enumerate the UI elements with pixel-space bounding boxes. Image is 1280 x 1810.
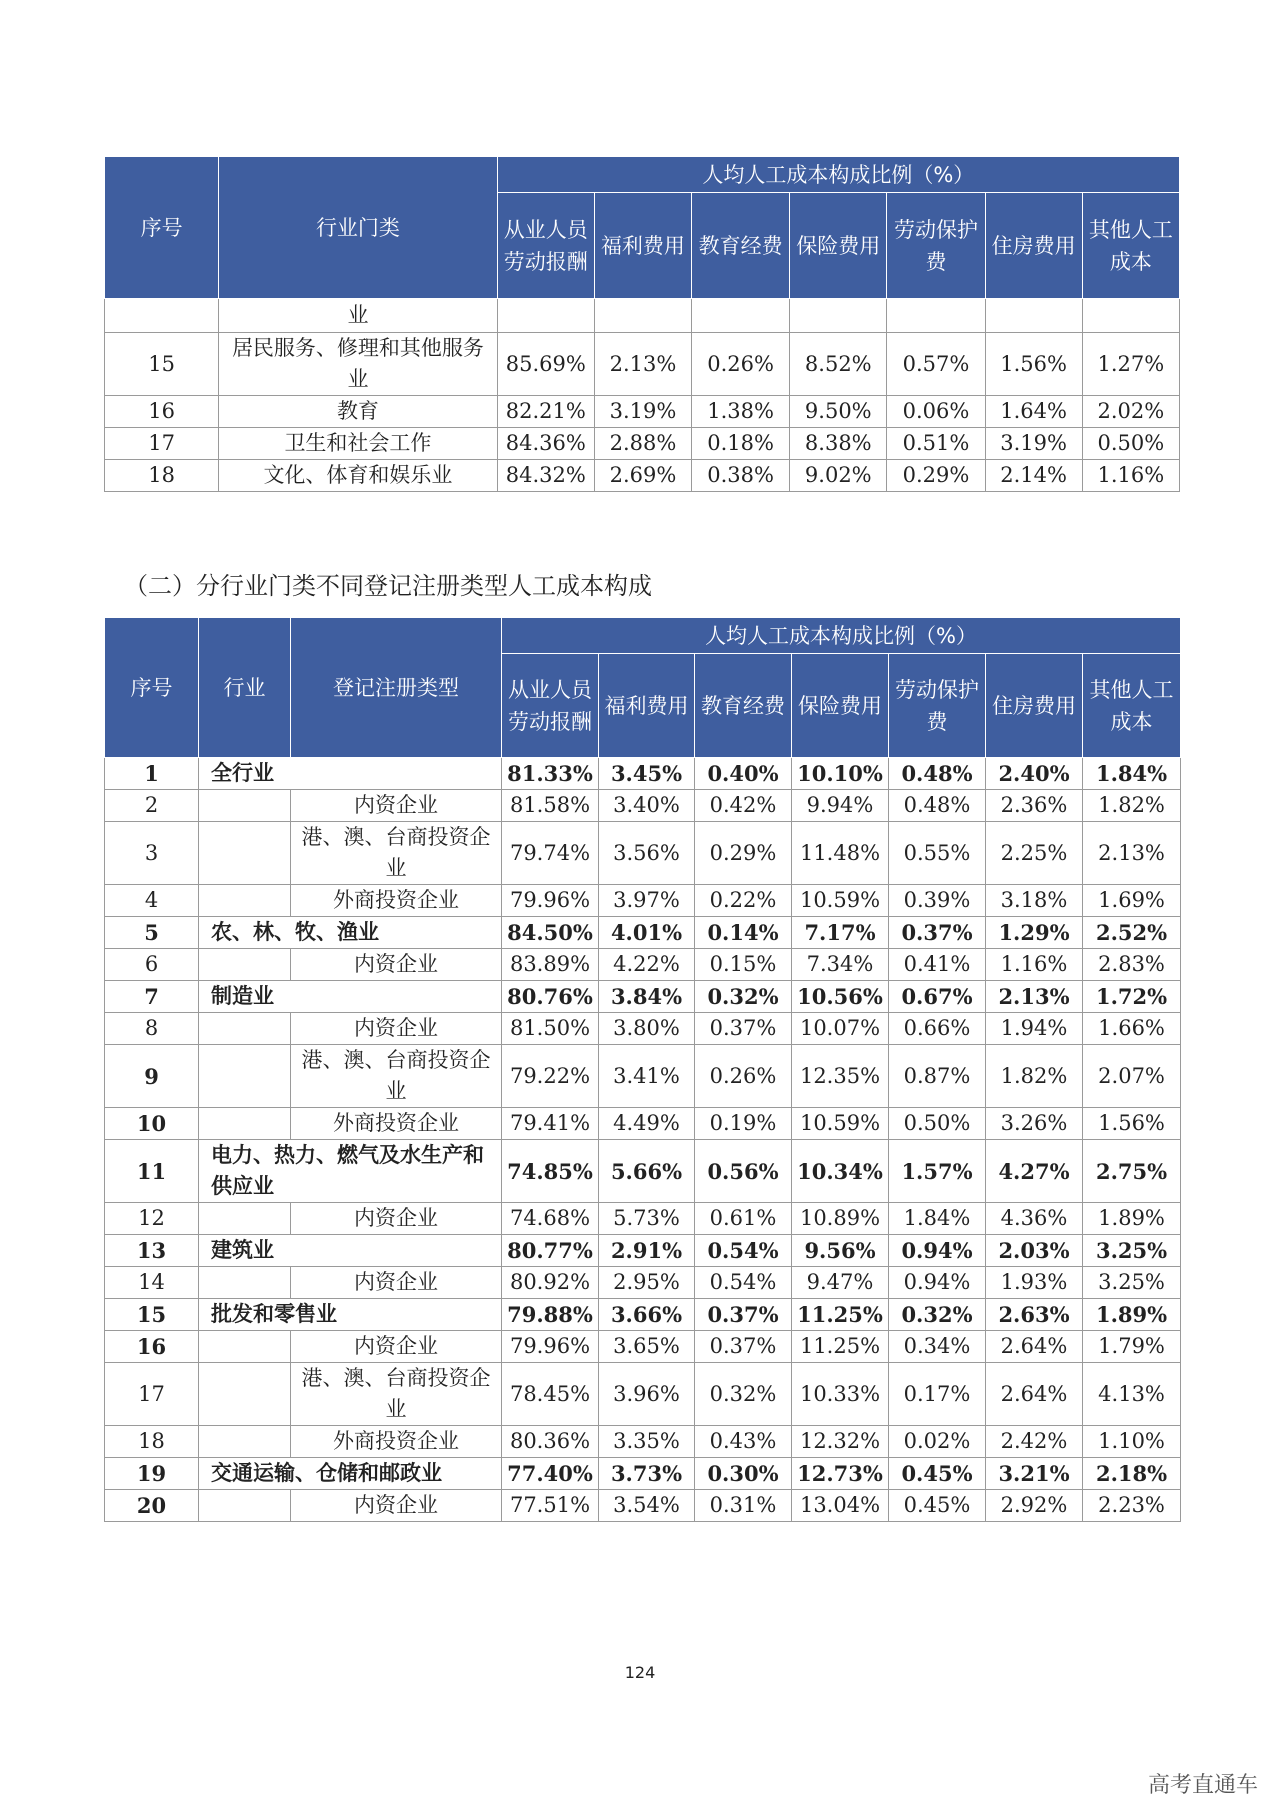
value-cell: 2.07% xyxy=(1083,1045,1181,1108)
value-cell: 4.01% xyxy=(599,917,695,949)
seq-cell: 15 xyxy=(105,333,219,396)
value-cell: 0.32% xyxy=(889,1299,986,1331)
value-cell: 77.40% xyxy=(502,1458,599,1490)
value-cell: 12.32% xyxy=(792,1426,889,1458)
value-cell: 3.35% xyxy=(599,1426,695,1458)
value-cell: 0.18% xyxy=(692,428,790,460)
seq-cell: 15 xyxy=(105,1299,199,1331)
value-cell: 0.54% xyxy=(695,1235,792,1267)
value-cell: 82.21% xyxy=(497,396,594,428)
value-cell: 1.57% xyxy=(889,1140,986,1203)
page-number: 124 xyxy=(624,1663,656,1682)
header-col: 福利费用 xyxy=(599,654,695,758)
header-reg-type: 登记注册类型 xyxy=(291,618,502,758)
table-row xyxy=(105,333,1180,396)
value-cell: 10.10% xyxy=(792,758,889,790)
seq-cell: 2 xyxy=(105,790,199,822)
seq-cell: 17 xyxy=(105,428,219,460)
industry-cell: 农、林、牧、渔业 xyxy=(199,917,502,949)
header-industry: 行业 xyxy=(199,618,291,758)
seq-cell: 5 xyxy=(105,917,199,949)
value-cell: 2.13% xyxy=(986,981,1083,1013)
seq-cell: 4 xyxy=(105,885,199,917)
table-row xyxy=(105,1267,1181,1299)
value-cell: 10.56% xyxy=(792,981,889,1013)
reg-type-cell: 内资企业 xyxy=(291,1331,502,1363)
value-cell: 2.95% xyxy=(599,1267,695,1299)
value-cell: 3.19% xyxy=(985,428,1082,460)
value-cell: 0.37% xyxy=(695,1013,792,1045)
seq-cell: 3 xyxy=(105,822,199,885)
value-cell: 80.36% xyxy=(502,1426,599,1458)
reg-type-cell: 内资企业 xyxy=(291,1203,502,1235)
value-cell xyxy=(692,299,790,333)
industry-cell xyxy=(199,949,291,981)
table-row xyxy=(105,885,1181,917)
industry-cell xyxy=(199,1363,291,1426)
value-cell: 0.37% xyxy=(889,917,986,949)
header-col: 住房费用 xyxy=(985,193,1082,299)
value-cell: 0.57% xyxy=(887,333,985,396)
table-row xyxy=(105,428,1180,460)
industry-cell xyxy=(199,885,291,917)
seq-cell: 12 xyxy=(105,1203,199,1235)
value-cell: 78.45% xyxy=(502,1363,599,1426)
seq-cell: 17 xyxy=(105,1363,199,1426)
header-seq: 序号 xyxy=(105,157,219,299)
value-cell: 2.18% xyxy=(1083,1458,1181,1490)
industry-cell xyxy=(199,1045,291,1108)
value-cell: 1.16% xyxy=(986,949,1083,981)
value-cell: 0.50% xyxy=(889,1108,986,1140)
value-cell xyxy=(887,299,985,333)
table-row xyxy=(105,917,1181,949)
value-cell: 2.36% xyxy=(986,790,1083,822)
value-cell: 0.31% xyxy=(695,1490,792,1522)
value-cell: 2.75% xyxy=(1083,1140,1181,1203)
table-row xyxy=(105,758,1181,790)
value-cell: 3.25% xyxy=(1083,1267,1181,1299)
value-cell: 0.29% xyxy=(695,822,792,885)
value-cell: 1.93% xyxy=(986,1267,1083,1299)
value-cell: 0.15% xyxy=(695,949,792,981)
value-cell: 81.33% xyxy=(502,758,599,790)
value-cell: 0.19% xyxy=(695,1108,792,1140)
value-cell: 0.29% xyxy=(887,460,985,492)
value-cell: 8.38% xyxy=(790,428,887,460)
header-col: 福利费用 xyxy=(594,193,691,299)
value-cell: 0.66% xyxy=(889,1013,986,1045)
value-cell: 1.10% xyxy=(1083,1426,1181,1458)
header-col: 其他人工成本 xyxy=(1082,193,1179,299)
value-cell: 3.18% xyxy=(986,885,1083,917)
value-cell: 0.45% xyxy=(889,1490,986,1522)
value-cell: 0.48% xyxy=(889,758,986,790)
value-cell: 0.51% xyxy=(887,428,985,460)
value-cell: 80.76% xyxy=(502,981,599,1013)
table-row xyxy=(105,1013,1181,1045)
value-cell: 0.30% xyxy=(695,1458,792,1490)
value-cell: 2.64% xyxy=(986,1331,1083,1363)
value-cell: 2.92% xyxy=(986,1490,1083,1522)
value-cell: 2.63% xyxy=(986,1299,1083,1331)
value-cell: 1.72% xyxy=(1083,981,1181,1013)
seq-cell: 18 xyxy=(105,460,219,492)
value-cell: 83.89% xyxy=(502,949,599,981)
value-cell: 2.40% xyxy=(986,758,1083,790)
watermark: 高考直通车 xyxy=(1147,1773,1258,1798)
value-cell: 1.84% xyxy=(1083,758,1181,790)
value-cell: 1.56% xyxy=(1083,1108,1181,1140)
value-cell: 2.42% xyxy=(986,1426,1083,1458)
seq-cell: 18 xyxy=(105,1426,199,1458)
value-cell: 2.13% xyxy=(594,333,691,396)
value-cell: 2.14% xyxy=(985,460,1082,492)
table-row xyxy=(105,981,1181,1013)
value-cell: 81.58% xyxy=(502,790,599,822)
value-cell: 0.40% xyxy=(695,758,792,790)
value-cell: 8.52% xyxy=(790,333,887,396)
value-cell: 0.42% xyxy=(695,790,792,822)
header-col: 劳动保护费 xyxy=(887,193,985,299)
industry-cell: 教育 xyxy=(219,396,497,428)
registration-type-cost-table xyxy=(104,617,1181,1522)
value-cell: 1.16% xyxy=(1082,460,1179,492)
value-cell: 84.50% xyxy=(502,917,599,949)
value-cell: 10.89% xyxy=(792,1203,889,1235)
value-cell: 9.56% xyxy=(792,1235,889,1267)
value-cell: 11.25% xyxy=(792,1299,889,1331)
value-cell: 10.34% xyxy=(792,1140,889,1203)
value-cell: 3.19% xyxy=(594,396,691,428)
value-cell: 0.06% xyxy=(887,396,985,428)
header-col: 从业人员劳动报酬 xyxy=(502,654,599,758)
value-cell: 0.14% xyxy=(695,917,792,949)
value-cell: 3.41% xyxy=(599,1045,695,1108)
value-cell: 0.26% xyxy=(695,1045,792,1108)
value-cell: 7.17% xyxy=(792,917,889,949)
industry-cell xyxy=(199,1108,291,1140)
value-cell: 0.34% xyxy=(889,1331,986,1363)
value-cell: 79.96% xyxy=(502,1331,599,1363)
industry-cell xyxy=(199,1490,291,1522)
value-cell: 11.25% xyxy=(792,1331,889,1363)
value-cell: 0.26% xyxy=(692,333,790,396)
header-industry: 行业门类 xyxy=(219,157,497,299)
industry-cell: 卫生和社会工作 xyxy=(219,428,497,460)
value-cell: 7.34% xyxy=(792,949,889,981)
value-cell: 2.69% xyxy=(594,460,691,492)
value-cell: 1.29% xyxy=(986,917,1083,949)
value-cell: 3.21% xyxy=(986,1458,1083,1490)
value-cell xyxy=(790,299,887,333)
seq-cell: 1 xyxy=(105,758,199,790)
header-col: 劳动保护费 xyxy=(889,654,986,758)
header-col: 住房费用 xyxy=(986,654,1083,758)
section-heading: （二）分行业门类不同登记注册类型人工成本构成 xyxy=(124,572,652,600)
value-cell: 2.02% xyxy=(1082,396,1179,428)
value-cell: 1.69% xyxy=(1083,885,1181,917)
value-cell: 74.68% xyxy=(502,1203,599,1235)
value-cell: 3.73% xyxy=(599,1458,695,1490)
industry-cell: 电力、热力、燃气及水生产和供应业 xyxy=(199,1140,502,1203)
value-cell: 0.22% xyxy=(695,885,792,917)
value-cell: 9.94% xyxy=(792,790,889,822)
reg-type-cell: 内资企业 xyxy=(291,790,502,822)
table-row xyxy=(105,1045,1181,1108)
value-cell: 3.96% xyxy=(599,1363,695,1426)
seq-cell: 9 xyxy=(105,1045,199,1108)
value-cell: 1.64% xyxy=(985,396,1082,428)
value-cell: 12.73% xyxy=(792,1458,889,1490)
value-cell: 81.50% xyxy=(502,1013,599,1045)
value-cell: 10.33% xyxy=(792,1363,889,1426)
industry-cell xyxy=(199,822,291,885)
industry-cell: 交通运输、仓储和邮政业 xyxy=(199,1458,502,1490)
value-cell: 0.41% xyxy=(889,949,986,981)
value-cell: 1.66% xyxy=(1083,1013,1181,1045)
reg-type-cell: 港、澳、台商投资企业 xyxy=(291,1363,502,1426)
seq-cell: 16 xyxy=(105,396,219,428)
reg-type-cell: 外商投资企业 xyxy=(291,1108,502,1140)
table-row xyxy=(105,1235,1181,1267)
table-row xyxy=(105,1458,1181,1490)
header-col: 教育经费 xyxy=(695,654,792,758)
value-cell: 2.88% xyxy=(594,428,691,460)
value-cell: 3.66% xyxy=(599,1299,695,1331)
seq-cell: 7 xyxy=(105,981,199,1013)
value-cell: 3.45% xyxy=(599,758,695,790)
seq-cell: 16 xyxy=(105,1331,199,1363)
industry-cell xyxy=(199,790,291,822)
value-cell: 85.69% xyxy=(497,333,594,396)
value-cell: 1.84% xyxy=(889,1203,986,1235)
value-cell: 10.07% xyxy=(792,1013,889,1045)
reg-type-cell: 港、澳、台商投资企业 xyxy=(291,822,502,885)
value-cell: 3.25% xyxy=(1083,1235,1181,1267)
industry-cell: 建筑业 xyxy=(199,1235,502,1267)
value-cell: 0.43% xyxy=(695,1426,792,1458)
value-cell: 4.49% xyxy=(599,1108,695,1140)
value-cell: 0.37% xyxy=(695,1331,792,1363)
value-cell: 84.36% xyxy=(497,428,594,460)
value-cell: 79.41% xyxy=(502,1108,599,1140)
value-cell: 2.03% xyxy=(986,1235,1083,1267)
value-cell: 0.17% xyxy=(889,1363,986,1426)
value-cell: 2.52% xyxy=(1083,917,1181,949)
reg-type-cell: 外商投资企业 xyxy=(291,885,502,917)
seq-cell: 11 xyxy=(105,1140,199,1203)
value-cell: 77.51% xyxy=(502,1490,599,1522)
value-cell: 0.67% xyxy=(889,981,986,1013)
value-cell: 3.26% xyxy=(986,1108,1083,1140)
reg-type-cell: 内资企业 xyxy=(291,949,502,981)
value-cell: 3.84% xyxy=(599,981,695,1013)
reg-type-cell: 内资企业 xyxy=(291,1490,502,1522)
value-cell: 4.13% xyxy=(1083,1363,1181,1426)
value-cell: 3.65% xyxy=(599,1331,695,1363)
industry-cell xyxy=(199,1426,291,1458)
value-cell: 9.02% xyxy=(790,460,887,492)
value-cell: 9.47% xyxy=(792,1267,889,1299)
seq-cell xyxy=(105,299,219,333)
value-cell: 11.48% xyxy=(792,822,889,885)
value-cell: 0.55% xyxy=(889,822,986,885)
value-cell: 3.56% xyxy=(599,822,695,885)
value-cell: 0.02% xyxy=(889,1426,986,1458)
seq-cell: 10 xyxy=(105,1108,199,1140)
value-cell: 5.66% xyxy=(599,1140,695,1203)
table-row xyxy=(105,790,1181,822)
seq-cell: 19 xyxy=(105,1458,199,1490)
value-cell: 1.56% xyxy=(985,333,1082,396)
value-cell: 2.23% xyxy=(1083,1490,1181,1522)
industry-cell xyxy=(199,1203,291,1235)
value-cell: 3.54% xyxy=(599,1490,695,1522)
value-cell: 0.50% xyxy=(1082,428,1179,460)
value-cell: 0.56% xyxy=(695,1140,792,1203)
value-cell: 10.59% xyxy=(792,885,889,917)
value-cell: 3.80% xyxy=(599,1013,695,1045)
seq-cell: 8 xyxy=(105,1013,199,1045)
industry-cell: 批发和零售业 xyxy=(199,1299,502,1331)
value-cell: 3.97% xyxy=(599,885,695,917)
seq-cell: 13 xyxy=(105,1235,199,1267)
value-cell: 2.25% xyxy=(986,822,1083,885)
value-cell: 0.54% xyxy=(695,1267,792,1299)
value-cell: 4.36% xyxy=(986,1203,1083,1235)
value-cell: 80.92% xyxy=(502,1267,599,1299)
value-cell: 84.32% xyxy=(497,460,594,492)
value-cell: 0.38% xyxy=(692,460,790,492)
header-seq: 序号 xyxy=(105,618,199,758)
table-row xyxy=(105,460,1180,492)
table-row xyxy=(105,1363,1181,1426)
value-cell: 1.82% xyxy=(986,1045,1083,1108)
table-row xyxy=(105,299,1180,333)
seq-cell: 20 xyxy=(105,1490,199,1522)
value-cell: 1.89% xyxy=(1083,1299,1181,1331)
reg-type-cell: 港、澳、台商投资企业 xyxy=(291,1045,502,1108)
value-cell xyxy=(594,299,691,333)
value-cell: 13.04% xyxy=(792,1490,889,1522)
value-cell: 79.74% xyxy=(502,822,599,885)
value-cell: 79.88% xyxy=(502,1299,599,1331)
value-cell xyxy=(497,299,594,333)
value-cell xyxy=(985,299,1082,333)
value-cell xyxy=(1082,299,1179,333)
value-cell: 1.38% xyxy=(692,396,790,428)
value-cell: 0.87% xyxy=(889,1045,986,1108)
header-col: 从业人员劳动报酬 xyxy=(497,193,594,299)
value-cell: 0.32% xyxy=(695,981,792,1013)
industry-cell: 业 xyxy=(219,299,497,333)
table-row xyxy=(105,396,1180,428)
table-row xyxy=(105,1203,1181,1235)
value-cell: 0.48% xyxy=(889,790,986,822)
value-cell: 3.40% xyxy=(599,790,695,822)
table-row xyxy=(105,1331,1181,1363)
value-cell: 0.61% xyxy=(695,1203,792,1235)
industry-cell: 文化、体育和娱乐业 xyxy=(219,460,497,492)
reg-type-cell: 外商投资企业 xyxy=(291,1426,502,1458)
value-cell: 2.64% xyxy=(986,1363,1083,1426)
value-cell: 80.77% xyxy=(502,1235,599,1267)
value-cell: 79.22% xyxy=(502,1045,599,1108)
value-cell: 5.73% xyxy=(599,1203,695,1235)
reg-type-cell: 内资企业 xyxy=(291,1013,502,1045)
reg-type-cell: 内资企业 xyxy=(291,1267,502,1299)
industry-cost-table xyxy=(104,156,1180,492)
value-cell: 2.83% xyxy=(1083,949,1181,981)
industry-cell: 全行业 xyxy=(199,758,502,790)
industry-cell xyxy=(199,1331,291,1363)
value-cell: 9.50% xyxy=(790,396,887,428)
value-cell: 2.91% xyxy=(599,1235,695,1267)
value-cell: 0.94% xyxy=(889,1267,986,1299)
value-cell: 0.94% xyxy=(889,1235,986,1267)
value-cell: 4.22% xyxy=(599,949,695,981)
value-cell: 79.96% xyxy=(502,885,599,917)
value-cell: 0.37% xyxy=(695,1299,792,1331)
value-cell: 74.85% xyxy=(502,1140,599,1203)
table-row xyxy=(105,1490,1181,1522)
header-col: 保险费用 xyxy=(792,654,889,758)
industry-cell xyxy=(199,1013,291,1045)
value-cell: 4.27% xyxy=(986,1140,1083,1203)
value-cell: 12.35% xyxy=(792,1045,889,1108)
table-row xyxy=(105,949,1181,981)
value-cell: 0.39% xyxy=(889,885,986,917)
value-cell: 2.13% xyxy=(1083,822,1181,885)
header-col: 其他人工成本 xyxy=(1083,654,1181,758)
header-group: 人均人工成本构成比例（%） xyxy=(502,618,1181,654)
value-cell: 0.45% xyxy=(889,1458,986,1490)
industry-cell xyxy=(199,1267,291,1299)
header-col: 保险费用 xyxy=(790,193,887,299)
value-cell: 0.32% xyxy=(695,1363,792,1426)
value-cell: 1.89% xyxy=(1083,1203,1181,1235)
value-cell: 1.82% xyxy=(1083,790,1181,822)
table-row xyxy=(105,822,1181,885)
value-cell: 10.59% xyxy=(792,1108,889,1140)
table-row xyxy=(105,1140,1181,1203)
value-cell: 1.27% xyxy=(1082,333,1179,396)
table-row xyxy=(105,1426,1181,1458)
table-row xyxy=(105,1108,1181,1140)
industry-cell: 制造业 xyxy=(199,981,502,1013)
seq-cell: 6 xyxy=(105,949,199,981)
table-row xyxy=(105,1299,1181,1331)
value-cell: 1.94% xyxy=(986,1013,1083,1045)
value-cell: 1.79% xyxy=(1083,1331,1181,1363)
seq-cell: 14 xyxy=(105,1267,199,1299)
header-col: 教育经费 xyxy=(692,193,790,299)
header-group: 人均人工成本构成比例（%） xyxy=(497,157,1179,193)
industry-cell: 居民服务、修理和其他服务业 xyxy=(219,333,497,396)
